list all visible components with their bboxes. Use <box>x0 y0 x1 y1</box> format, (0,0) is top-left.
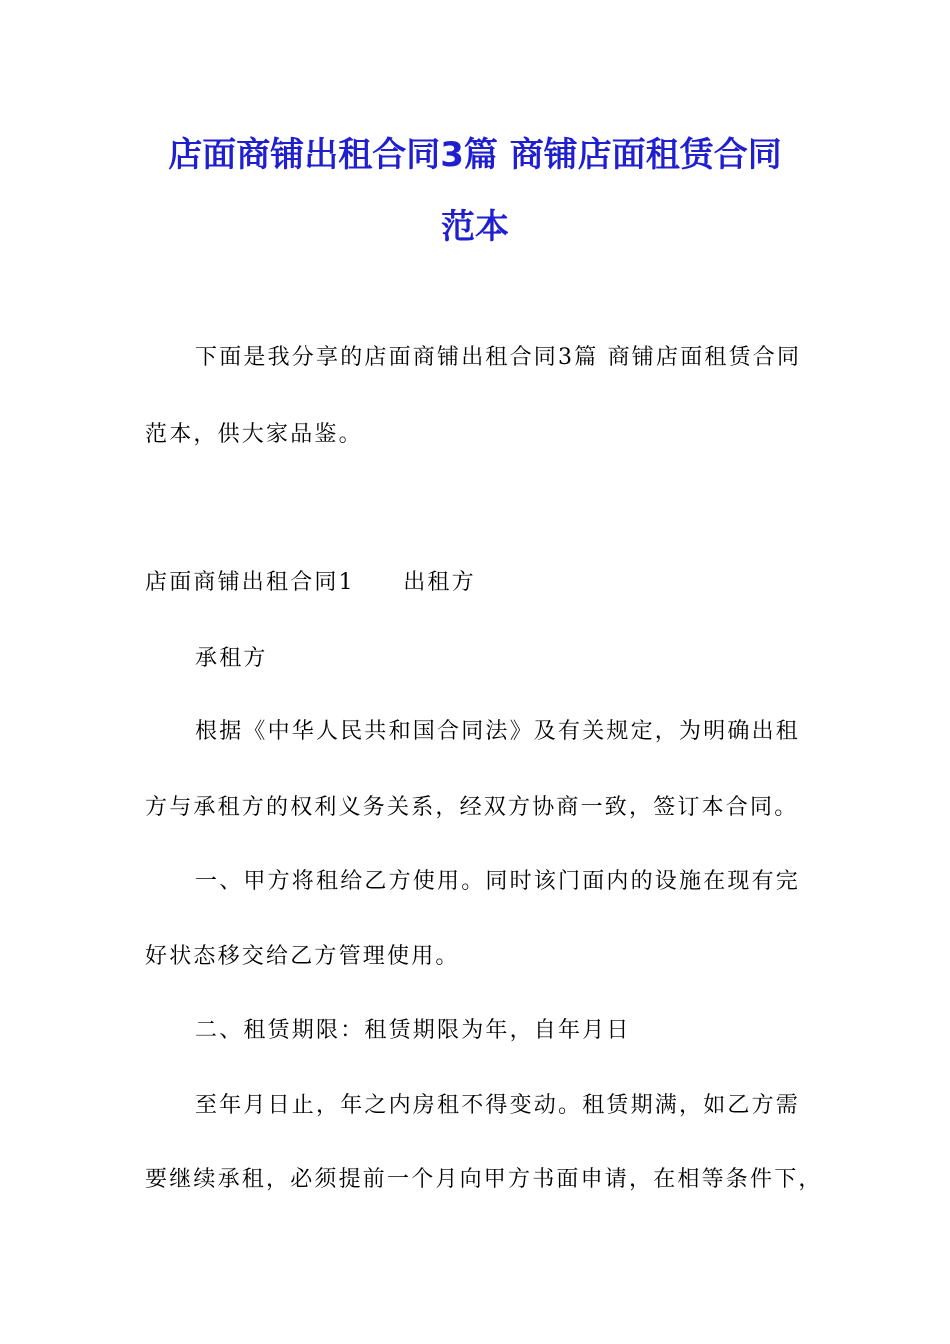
body-paragraph-line: 根据《中华人民共和国合同法》及有关规定，为明确出租 <box>195 719 801 744</box>
clause-1-line: 好状态移交给乙方管理使用。 <box>145 944 460 969</box>
clause-1-line: 一、甲方将租给乙方使用。同时该门面内的设施在现有完 <box>195 869 801 894</box>
document-title-line-2: 范本 <box>441 207 509 247</box>
clause-2-line: 要继续承租，必须提前一个月向甲方书面申请，在相等条件下， <box>145 1167 823 1192</box>
intro-line-2: 范本，供大家品鉴。 <box>145 422 363 447</box>
party-lessee-line: 承租方 <box>195 646 268 671</box>
body-paragraph-line: 方与承租方的权利义务关系，经双方协商一致，签订本合同。 <box>145 795 799 820</box>
intro-line-1: 下面是我分享的店面商铺出租合同3篇 商铺店面租赁合同 <box>195 345 802 370</box>
document-title-line-1: 店面商铺出租合同3篇 商铺店面租赁合同 <box>168 135 782 175</box>
clause-2-line: 至年月日止，年之内房租不得变动。租赁期满，如乙方需 <box>195 1093 801 1118</box>
section-heading-contract-1: 店面商铺出租合同1 出租方 <box>145 570 476 595</box>
clause-2-line: 二、租赁期限：租赁期限为年，自年月日 <box>195 1018 631 1043</box>
